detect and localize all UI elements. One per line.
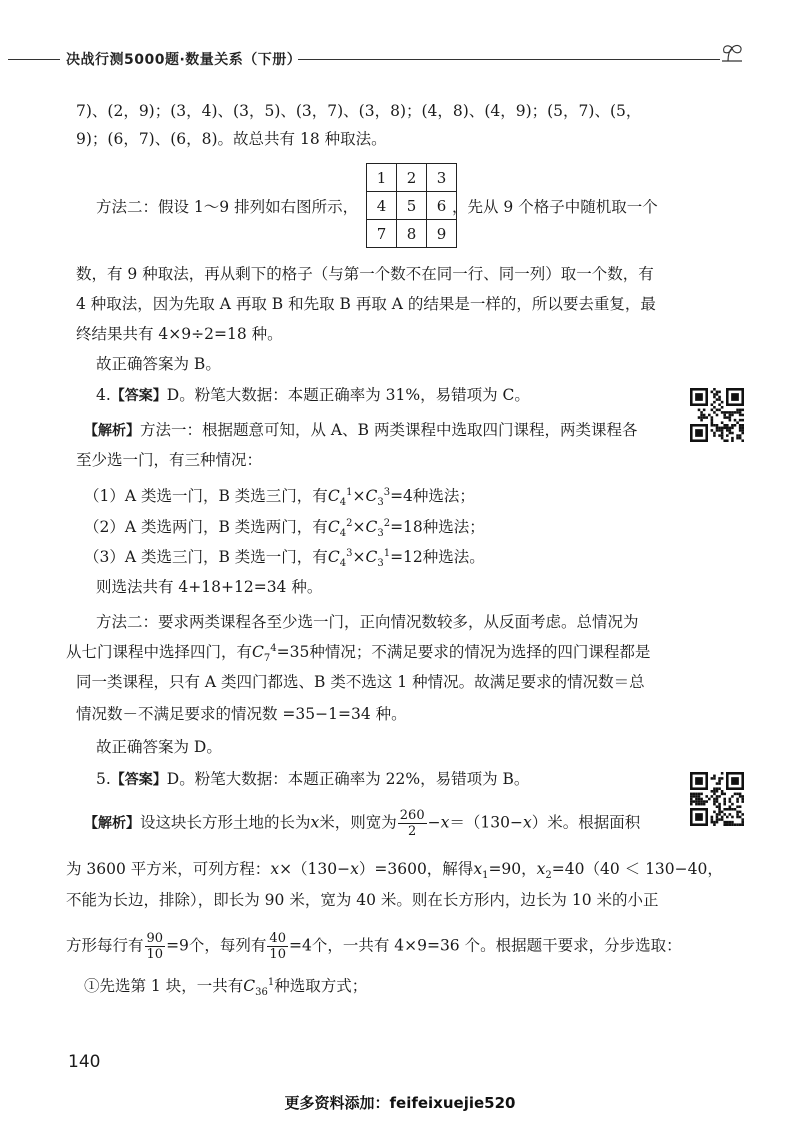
grid-cell: 9 [427,220,457,248]
text-line: 从七门课程中选择四门，有$C_7^4=35$种情况；不满足要求的情况为选择的四门课程都是 [66,642,651,665]
question-number: 4. [96,386,111,404]
header-rule-left [8,59,60,60]
text-line: 9)；(6，7)、(6，8)。故总共有 18 种取法。 [76,130,387,148]
text-line: 7)、(2，9)；(3，4)、(3，5)、(3，7)、(3，8)；(4，8)、(4，9)；(5，7)、(5， [76,102,642,120]
fraction: $\frac{260}{2}$ [399,808,425,839]
page-number: 140 [68,1052,101,1072]
text-line: 则选法共有 4+18+12=34 种。 [96,578,323,596]
text-line: ，先从 9 个格子中随机取一个 [452,198,658,216]
analysis-line-q4: 【解析】方法一：根据题意可知，从 A、B 两类课程中选取四门课程，两类课程各 [84,421,638,439]
text-line: ①先选第 1 块，一共有$C_{36}^1$种选取方式； [84,976,368,999]
footer-note: 更多资料添加：feifeixuejie520 [284,1094,516,1112]
text-line: 方法二：要求两类课程各至少选一门，正向情况数较多，从反面考虑。总情况为 [96,613,639,631]
analysis-line-q5: 【解析】设这块长方形土地的长为x米，则宽为 $\frac{260}{2}$ −x＝（130−x）米。根据面积 [84,808,641,839]
text-line: 终结果共有 4×9÷2=18 种。 [76,325,283,343]
analysis-tag: 【解析】 [84,423,140,439]
number-grid [366,163,457,248]
grid-cell: 1 [367,164,397,192]
text-line: 不能为长边，排除），即长为 90 米，宽为 40 米。则在长方形内，边长为 10 米的小正 [66,891,659,909]
sprout-icon [718,44,748,70]
text-line-method2: 方法二：假设 1～9 排列如右图所示， [96,198,359,216]
question-number: 5. [96,770,111,788]
case-line: （3）A 类选三门，B 类选一门，有$C_4^3\times C_3^1=12$种选法。 [84,547,485,570]
grid-cell: 5 [397,192,427,220]
text-line: 情况数－不满足要求的情况数 =35−1=34 种。 [76,705,407,723]
grid-cell: 3 [427,164,457,192]
text-line: 4 种取法，因为先取 A 再取 B 和先取 B 再取 A 的结果是一样的，所以要去重复，最 [76,295,656,313]
grid-cell: 2 [397,164,427,192]
text-line: 同一类课程，只有 A 类四门都选、B 类不选这 1 种情况。故满足要求的情况数＝总 [76,673,645,691]
analysis-tag: 【解析】 [84,815,140,832]
fraction: $\frac{40}{10}$ [269,931,286,962]
case-line: （1）A 类选一门，B 类选三门，有$C_4^1\times C_3^3=4$种选法； [84,486,475,509]
fraction: $\frac{90}{10}$ [146,931,164,962]
qr-code-icon[interactable] [690,772,744,826]
text-line: 数，有 9 种取法，再从剩下的格子（与第一个数不在同一行、同一列）取一个数，有 [76,265,654,283]
qr-code-icon[interactable] [690,388,744,442]
grid-cell: 4 [367,192,397,220]
answer-tag: 【答案】 [110,772,167,788]
answer-line-q5: 5.【答案】D。粉笔大数据：本题正确率为 22%，易错项为 B。 [96,770,530,788]
case-line: （2）A 类选两门，B 类选两门，有$C_4^2\times C_3^2=18$种选法； [84,517,485,540]
answer-line-q4: 4.【答案】D。粉笔大数据：本题正确率为 31%，易错项为 C。 [96,386,530,404]
book-title: 决战行测5000题·数量关系（下册） [66,52,302,68]
grid-cell: 8 [397,220,427,248]
text-line: 方形每行有 $\frac{90}{10}$ =9个，每列有 $\frac{40}{10}$ =4个，一共有 4×9=36 个。根据题干要求，分步选取： [66,931,682,962]
header-rule-right [298,59,720,60]
page-header [0,44,800,74]
grid-cell: 6 [427,192,457,220]
answer-tag: 【答案】 [110,388,167,404]
text-line: 故正确答案为 B。 [96,355,221,373]
text-line: 至少选一门，有三种情况： [76,451,263,469]
grid-cell: 7 [367,220,397,248]
text-line: 故正确答案为 D。 [96,738,222,756]
text-line: 为 3600 平方米，可列方程：x×（130−x）=3600，解得$x_1=90$，$x_2=40(40 < 130-40$， [66,860,723,882]
